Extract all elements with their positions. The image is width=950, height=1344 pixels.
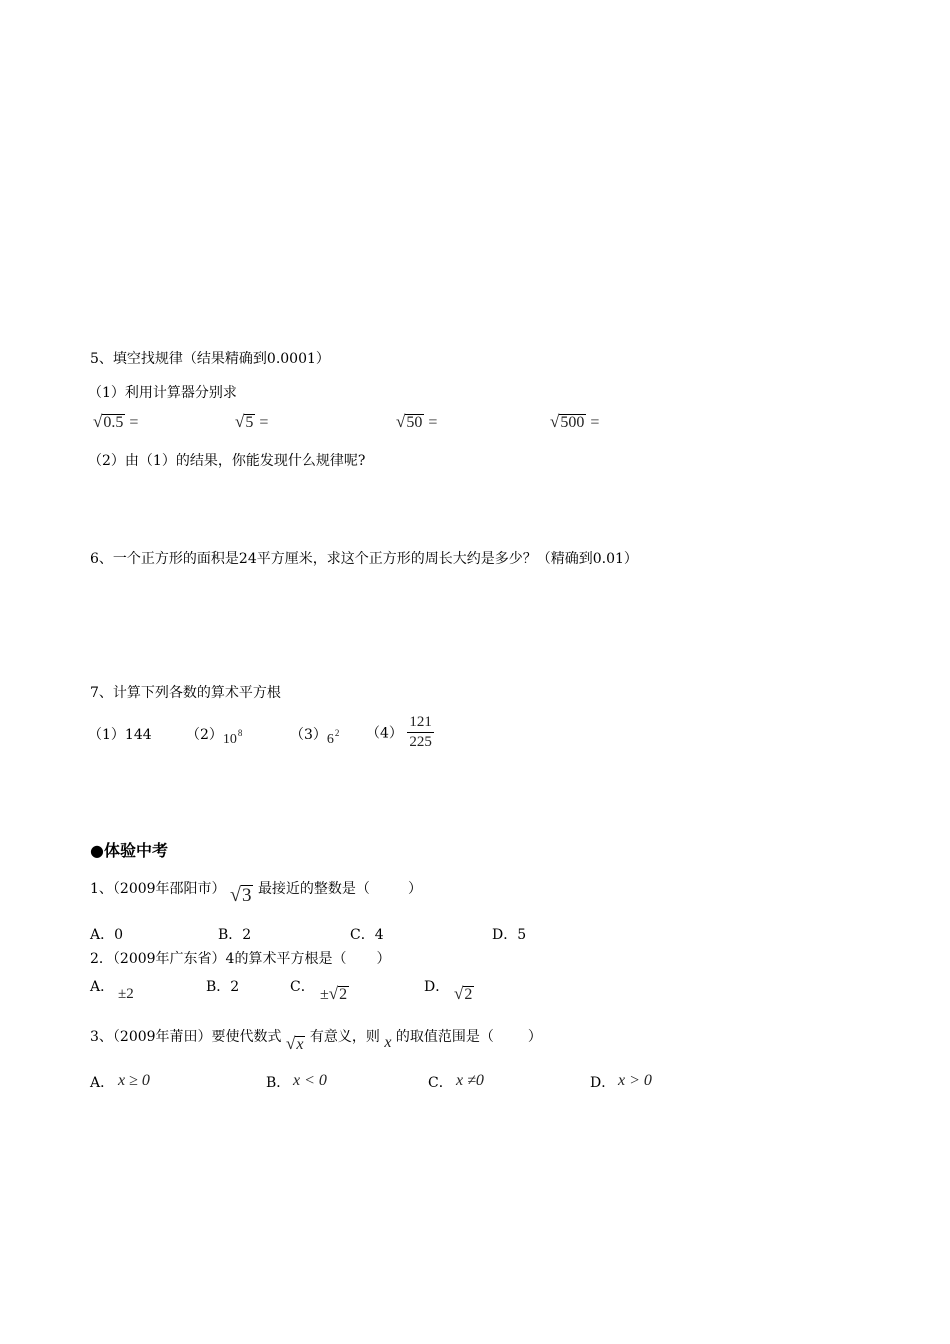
- exam-q3-option-b-label: B．: [266, 1075, 291, 1091]
- exam-q3-option-b: x < 0: [293, 1072, 327, 1089]
- exam-q2-option-d: √2: [454, 984, 473, 1003]
- exam-q2-option-d-label: D．: [424, 979, 450, 995]
- exam-q3: 3、（2009年莆田）要使代数式 √x 有意义，则 x 的取值范围是（ ）: [90, 1029, 542, 1053]
- exam-q3-option-d: x > 0: [618, 1072, 652, 1089]
- q7-item-3: $(3)6^2$: [290, 727, 340, 747]
- exam-q2-option-c: ±√2: [320, 984, 348, 1003]
- exam-q1-option-b: B．2: [218, 927, 252, 943]
- q7-item-1: （1）144: [88, 727, 152, 743]
- exam-q1-option-a: A．0: [90, 927, 124, 943]
- q5-expr-1: √0.5 =: [93, 412, 139, 431]
- q5-expr-3: √50 =: [396, 412, 438, 431]
- q6-text: 6、一个正方形的面积是24平方厘米，求这个正方形的周长大约是多少？（精确到0.01）: [90, 551, 638, 567]
- exam-q2-option-a-label: A．: [90, 979, 115, 995]
- q7-item-2: $(2)10^8$: [186, 727, 243, 747]
- fraction: $\frac{121}{225}$: [409, 714, 432, 750]
- exam-heading: ●体验中考: [90, 841, 168, 860]
- exam-q3-option-c: x ≠0: [456, 1072, 484, 1089]
- q5-part2: （2）由（1）的结果，你能发现什么规律呢?: [88, 453, 366, 469]
- q5-part1: （1）利用计算器分别求: [88, 385, 237, 401]
- exam-q2: 2．（2009年广东省）4的算术平方根是（ ）: [90, 951, 391, 967]
- exam-q3-option-a: x ≥ 0: [118, 1072, 150, 1089]
- q5-expr-4: √500 =: [550, 412, 600, 431]
- exam-q3-option-d-label: D．: [590, 1075, 616, 1091]
- q5-title: 5、填空找规律（结果精确到0.0001）: [90, 351, 330, 367]
- exam-q2-option-b: B．2: [206, 979, 240, 995]
- exam-q1-option-c: C．4: [350, 927, 384, 943]
- exam-q1-option-d: D．5: [492, 927, 527, 943]
- exam-q3-option-c-label: C．: [428, 1075, 453, 1091]
- q7-item-4: （4） $\frac{121}{225}$: [366, 714, 432, 750]
- exam-q1: 1、（2009年邵阳市） √3 最接近的整数是（ ）: [90, 881, 422, 906]
- q5-expr-2: √5 =: [235, 412, 269, 431]
- exam-q2-option-c-label: C．: [290, 979, 315, 995]
- q7-title: 7、计算下列各数的算术平方根: [90, 685, 281, 701]
- exam-q2-option-a: ±2: [118, 986, 134, 1002]
- exam-q3-option-a-label: A．: [90, 1075, 115, 1091]
